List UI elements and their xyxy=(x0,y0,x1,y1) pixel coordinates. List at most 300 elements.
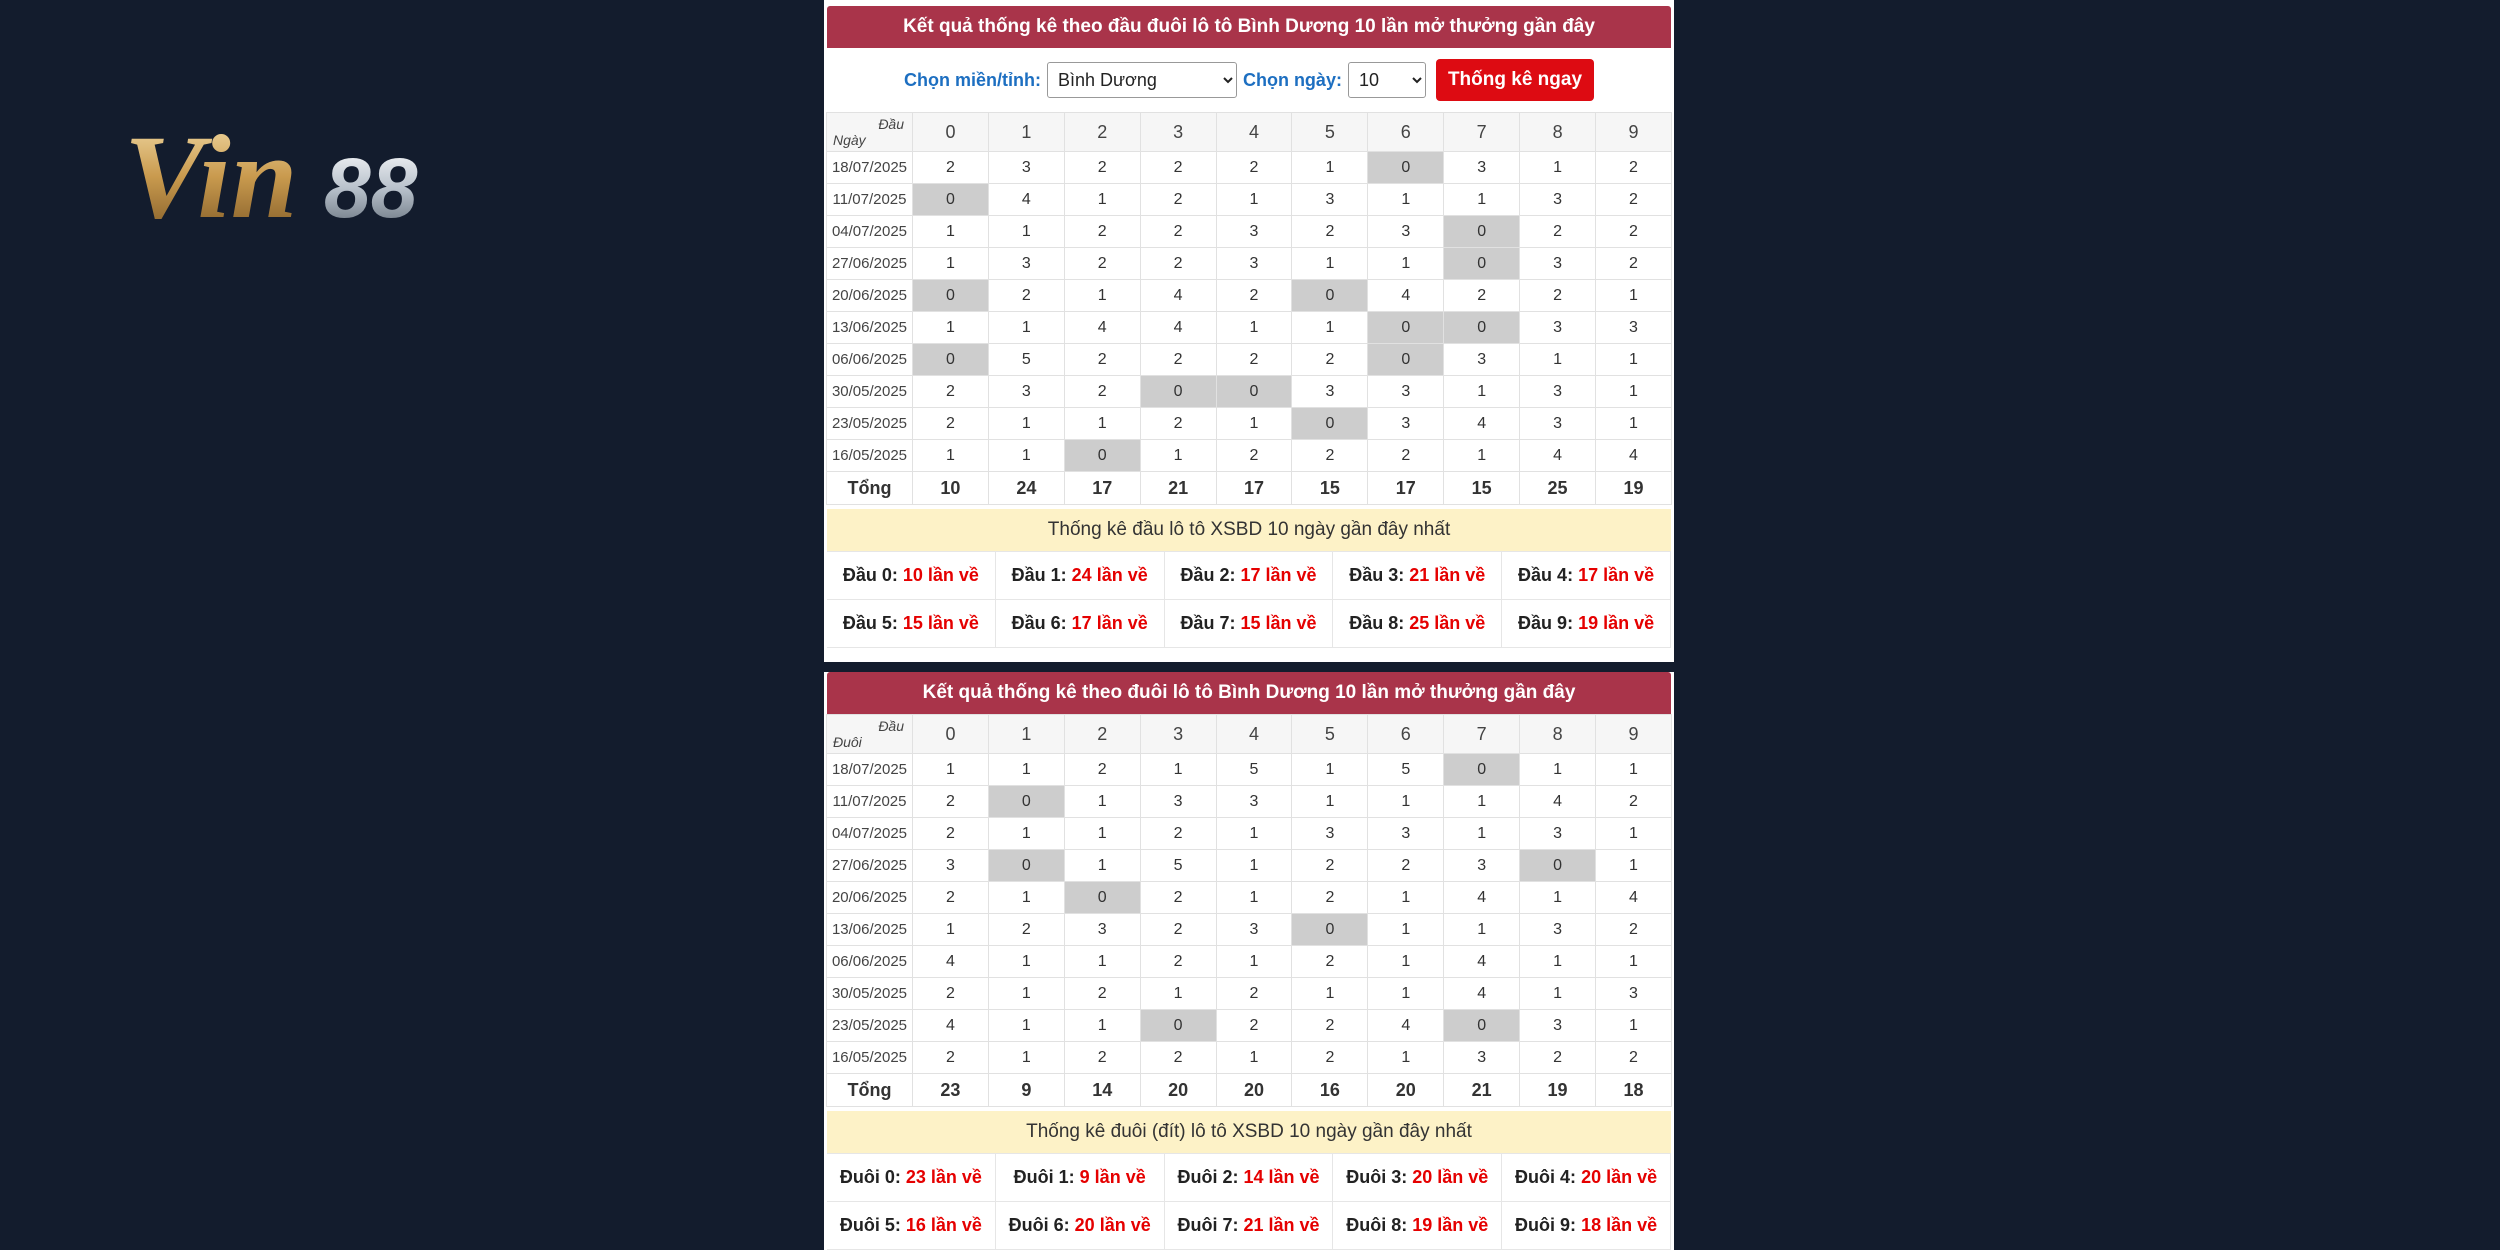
count-cell: 2 xyxy=(1064,152,1140,184)
count-cell: 0 xyxy=(1140,1010,1216,1042)
count-cell: 2 xyxy=(1140,344,1216,376)
count-cell: 2 xyxy=(1292,216,1368,248)
column-header: 6 xyxy=(1368,715,1444,754)
count-cell: 1 xyxy=(1444,376,1520,408)
corner-bottom-label: Đuôi xyxy=(833,734,862,750)
count-cell: 2 xyxy=(988,280,1064,312)
count-cell: 0 xyxy=(913,184,989,216)
summary-item xyxy=(827,1154,996,1202)
count-cell: 2 xyxy=(1596,184,1672,216)
total-cell: 17 xyxy=(1216,472,1292,505)
count-cell: 2 xyxy=(1520,1042,1596,1074)
count-cell: 3 xyxy=(1216,786,1292,818)
count-cell: 1 xyxy=(988,946,1064,978)
table-row xyxy=(827,280,1672,312)
table-row xyxy=(827,312,1672,344)
table-row xyxy=(827,818,1672,850)
count-cell: 3 xyxy=(1216,248,1292,280)
count-cell: 0 xyxy=(1368,344,1444,376)
summary-item xyxy=(1502,1202,1671,1250)
summary-key: Đầu 4: xyxy=(1518,565,1574,585)
count-cell: 2 xyxy=(1140,184,1216,216)
count-cell: 3 xyxy=(1292,184,1368,216)
count-cell: 3 xyxy=(1064,914,1140,946)
total-label: Tổng xyxy=(827,1074,913,1107)
count-cell: 2 xyxy=(1064,1042,1140,1074)
count-cell: 3 xyxy=(1368,376,1444,408)
count-cell: 2 xyxy=(1140,914,1216,946)
table-row xyxy=(827,344,1672,376)
count-cell: 2 xyxy=(1444,280,1520,312)
column-header: 8 xyxy=(1520,113,1596,152)
count-cell: 1 xyxy=(1444,818,1520,850)
column-header: 1 xyxy=(988,715,1064,754)
count-cell: 1 xyxy=(1368,248,1444,280)
count-cell: 4 xyxy=(1596,882,1672,914)
header-row xyxy=(827,715,1672,754)
table-row xyxy=(827,152,1672,184)
corner-bottom-label: Ngày xyxy=(833,132,866,148)
table-row xyxy=(827,978,1672,1010)
column-header: 0 xyxy=(913,715,989,754)
count-cell: 1 xyxy=(1520,754,1596,786)
table-row xyxy=(827,786,1672,818)
row-date: 20/06/2025 xyxy=(827,882,913,914)
count-cell: 1 xyxy=(1596,1010,1672,1042)
count-cell: 1 xyxy=(913,312,989,344)
count-cell: 2 xyxy=(1216,280,1292,312)
count-cell: 3 xyxy=(1140,786,1216,818)
count-cell: 3 xyxy=(1520,248,1596,280)
count-cell: 1 xyxy=(1292,978,1368,1010)
row-date: 13/06/2025 xyxy=(827,312,913,344)
count-cell: 1 xyxy=(1596,280,1672,312)
section1-summary-title: Thống kê đầu lô tô XSBD 10 ngày gần đây nhất xyxy=(827,509,1671,551)
count-cell: 0 xyxy=(988,786,1064,818)
count-cell: 3 xyxy=(1368,408,1444,440)
summary-value: 19 lần về xyxy=(1412,1215,1489,1235)
summary-key: Đuôi 5: xyxy=(839,1215,901,1235)
summary-value: 23 lần về xyxy=(905,1167,982,1187)
count-cell: 4 xyxy=(1444,946,1520,978)
summary-item xyxy=(1165,552,1334,600)
column-header: 5 xyxy=(1292,715,1368,754)
count-cell: 1 xyxy=(1064,280,1140,312)
count-cell: 2 xyxy=(913,978,989,1010)
count-cell: 1 xyxy=(1368,786,1444,818)
count-cell: 1 xyxy=(1444,914,1520,946)
row-date: 13/06/2025 xyxy=(827,914,913,946)
count-cell: 2 xyxy=(1064,344,1140,376)
total-cell: 16 xyxy=(1292,1074,1368,1107)
column-header: 3 xyxy=(1140,715,1216,754)
count-cell: 2 xyxy=(1140,882,1216,914)
count-cell: 1 xyxy=(988,1042,1064,1074)
total-cell: 21 xyxy=(1140,472,1216,505)
summary-key: Đầu 3: xyxy=(1349,565,1405,585)
count-cell: 1 xyxy=(1292,248,1368,280)
table-row xyxy=(827,248,1672,280)
count-cell: 3 xyxy=(1216,216,1292,248)
row-date: 18/07/2025 xyxy=(827,152,913,184)
table-row xyxy=(827,754,1672,786)
count-cell: 1 xyxy=(1292,312,1368,344)
count-cell: 2 xyxy=(913,408,989,440)
summary-key: Đuôi 0: xyxy=(839,1167,901,1187)
count-cell: 2 xyxy=(1216,152,1292,184)
summary-item xyxy=(1502,552,1671,600)
row-date: 27/06/2025 xyxy=(827,248,913,280)
count-cell: 0 xyxy=(1064,882,1140,914)
table-row xyxy=(827,184,1672,216)
count-cell: 2 xyxy=(1140,818,1216,850)
count-cell: 0 xyxy=(1292,408,1368,440)
duoi-statistics-panel xyxy=(824,672,1674,1250)
count-cell: 1 xyxy=(1520,978,1596,1010)
summary-key: Đầu 6: xyxy=(1011,613,1067,633)
row-date: 18/07/2025 xyxy=(827,754,913,786)
count-cell: 1 xyxy=(1520,882,1596,914)
count-cell: 3 xyxy=(1368,216,1444,248)
count-cell: 1 xyxy=(1216,1042,1292,1074)
table-row xyxy=(827,914,1672,946)
total-row xyxy=(827,1074,1672,1107)
count-cell: 1 xyxy=(1292,754,1368,786)
row-date: 06/06/2025 xyxy=(827,344,913,376)
row-date: 04/07/2025 xyxy=(827,216,913,248)
count-cell: 2 xyxy=(1292,1010,1368,1042)
count-cell: 1 xyxy=(1368,1042,1444,1074)
count-cell: 1 xyxy=(1216,946,1292,978)
summary-value: 17 lần về xyxy=(1240,565,1317,585)
count-cell: 1 xyxy=(1596,754,1672,786)
summary-key: Đầu 5: xyxy=(842,613,898,633)
count-cell: 2 xyxy=(1064,248,1140,280)
count-cell: 1 xyxy=(1216,850,1292,882)
count-cell: 1 xyxy=(1140,754,1216,786)
column-header: 8 xyxy=(1520,715,1596,754)
count-cell: 1 xyxy=(1596,946,1672,978)
count-cell: 0 xyxy=(1520,850,1596,882)
count-cell: 1 xyxy=(1292,786,1368,818)
summary-value: 20 lần về xyxy=(1074,1215,1151,1235)
summary-key: Đầu 2: xyxy=(1180,565,1236,585)
count-cell: 2 xyxy=(1216,978,1292,1010)
count-cell: 2 xyxy=(1596,216,1672,248)
corner-header xyxy=(827,113,913,152)
count-cell: 1 xyxy=(1596,850,1672,882)
province-select[interactable] xyxy=(1047,62,1237,98)
count-cell: 1 xyxy=(1064,184,1140,216)
count-cell: 2 xyxy=(1596,786,1672,818)
count-cell: 4 xyxy=(1520,440,1596,472)
count-cell: 3 xyxy=(1520,818,1596,850)
total-cell: 17 xyxy=(1064,472,1140,505)
count-cell: 2 xyxy=(1292,850,1368,882)
column-header: 0 xyxy=(913,113,989,152)
count-cell: 0 xyxy=(1444,754,1520,786)
count-cell: 2 xyxy=(1064,216,1140,248)
summary-value: 15 lần về xyxy=(1240,613,1317,633)
count-cell: 0 xyxy=(988,850,1064,882)
table-row xyxy=(827,882,1672,914)
summary-value: 17 lần về xyxy=(1071,613,1148,633)
table-row xyxy=(827,408,1672,440)
count-cell: 0 xyxy=(1368,312,1444,344)
count-cell: 2 xyxy=(1140,216,1216,248)
count-cell: 4 xyxy=(913,946,989,978)
count-cell: 2 xyxy=(1596,248,1672,280)
count-cell: 1 xyxy=(1216,408,1292,440)
count-cell: 1 xyxy=(1596,408,1672,440)
submit-statistics-button[interactable]: Thống kê ngay xyxy=(1436,59,1594,101)
count-cell: 5 xyxy=(1140,850,1216,882)
count-cell: 2 xyxy=(1292,882,1368,914)
count-cell: 1 xyxy=(988,408,1064,440)
count-cell: 1 xyxy=(1064,946,1140,978)
count-cell: 1 xyxy=(1520,152,1596,184)
count-cell: 2 xyxy=(913,786,989,818)
total-cell: 15 xyxy=(1292,472,1368,505)
total-label: Tổng xyxy=(827,472,913,505)
count-cell: 2 xyxy=(1216,344,1292,376)
row-date: 11/07/2025 xyxy=(827,786,913,818)
table-row xyxy=(827,216,1672,248)
column-header: 5 xyxy=(1292,113,1368,152)
count-cell: 3 xyxy=(1520,1010,1596,1042)
summary-item xyxy=(1165,600,1334,648)
section2-summary-title: Thống kê đuôi (đít) lô tô XSBD 10 ngày gần đây nhất xyxy=(827,1111,1671,1153)
summary-value: 15 lần về xyxy=(902,613,979,633)
total-cell: 19 xyxy=(1520,1074,1596,1107)
count-cell: 3 xyxy=(1520,184,1596,216)
logo-text-88: 88 xyxy=(324,141,418,235)
count-cell: 3 xyxy=(1596,312,1672,344)
section1-title: Kết quả thống kê theo đầu đuôi lô tô Bình Dương 10 lần mở thưởng gần đây xyxy=(827,6,1671,48)
column-header: 2 xyxy=(1064,715,1140,754)
count-cell: 0 xyxy=(1292,914,1368,946)
row-date: 23/05/2025 xyxy=(827,408,913,440)
row-date: 11/07/2025 xyxy=(827,184,913,216)
count-cell: 4 xyxy=(1368,280,1444,312)
dau-statistics-panel xyxy=(824,0,1674,662)
count-cell: 1 xyxy=(1520,946,1596,978)
summary-key: Đầu 9: xyxy=(1518,613,1574,633)
count-cell: 3 xyxy=(1292,376,1368,408)
count-cell: 2 xyxy=(1596,152,1672,184)
total-cell: 21 xyxy=(1444,1074,1520,1107)
count-cell: 1 xyxy=(1064,850,1140,882)
count-cell: 1 xyxy=(1368,882,1444,914)
count-cell: 3 xyxy=(1444,152,1520,184)
count-cell: 2 xyxy=(1596,1042,1672,1074)
count-cell: 1 xyxy=(1292,152,1368,184)
table-row xyxy=(827,850,1672,882)
summary-key: Đuôi 6: xyxy=(1008,1215,1070,1235)
count-cell: 1 xyxy=(1216,818,1292,850)
dau-table xyxy=(826,112,1672,505)
days-select[interactable] xyxy=(1348,62,1426,98)
count-cell: 1 xyxy=(988,882,1064,914)
count-cell: 4 xyxy=(1140,312,1216,344)
column-header: 7 xyxy=(1444,715,1520,754)
count-cell: 4 xyxy=(1444,882,1520,914)
column-header: 1 xyxy=(988,113,1064,152)
summary-value: 24 lần về xyxy=(1071,565,1148,585)
total-row xyxy=(827,472,1672,505)
column-header: 7 xyxy=(1444,113,1520,152)
count-cell: 3 xyxy=(1444,850,1520,882)
column-header: 9 xyxy=(1596,113,1672,152)
count-cell: 1 xyxy=(1064,1010,1140,1042)
count-cell: 5 xyxy=(1368,754,1444,786)
count-cell: 4 xyxy=(1368,1010,1444,1042)
total-cell: 23 xyxy=(913,1074,989,1107)
count-cell: 1 xyxy=(913,216,989,248)
summary-value: 19 lần về xyxy=(1578,613,1655,633)
count-cell: 2 xyxy=(1292,344,1368,376)
count-cell: 3 xyxy=(988,248,1064,280)
count-cell: 1 xyxy=(988,978,1064,1010)
table-row xyxy=(827,1042,1672,1074)
count-cell: 4 xyxy=(1444,978,1520,1010)
count-cell: 2 xyxy=(1368,850,1444,882)
summary-key: Đầu 1: xyxy=(1011,565,1067,585)
row-date: 16/05/2025 xyxy=(827,1042,913,1074)
count-cell: 1 xyxy=(988,312,1064,344)
count-cell: 4 xyxy=(1520,786,1596,818)
count-cell: 4 xyxy=(1444,408,1520,440)
count-cell: 1 xyxy=(1444,184,1520,216)
count-cell: 1 xyxy=(988,754,1064,786)
row-date: 04/07/2025 xyxy=(827,818,913,850)
count-cell: 3 xyxy=(1520,376,1596,408)
corner-top-label: Đầu xyxy=(878,718,904,734)
summary-item xyxy=(996,600,1165,648)
count-cell: 3 xyxy=(988,152,1064,184)
count-cell: 0 xyxy=(1444,312,1520,344)
count-cell: 3 xyxy=(1216,914,1292,946)
province-label: Chọn miền/tỉnh: xyxy=(903,69,1041,90)
column-header: 3 xyxy=(1140,113,1216,152)
count-cell: 1 xyxy=(1596,376,1672,408)
logo-text-vin: Vin xyxy=(124,112,298,242)
column-header: 6 xyxy=(1368,113,1444,152)
count-cell: 1 xyxy=(1596,344,1672,376)
summary-key: Đuôi 2: xyxy=(1177,1167,1239,1187)
total-cell: 15 xyxy=(1444,472,1520,505)
dau-summary-grid xyxy=(827,551,1671,648)
count-cell: 2 xyxy=(1064,978,1140,1010)
count-cell: 1 xyxy=(1216,184,1292,216)
summary-value: 25 lần về xyxy=(1409,613,1486,633)
summary-item xyxy=(996,552,1165,600)
count-cell: 2 xyxy=(1216,1010,1292,1042)
count-cell: 2 xyxy=(913,818,989,850)
count-cell: 2 xyxy=(913,152,989,184)
count-cell: 1 xyxy=(1140,440,1216,472)
count-cell: 2 xyxy=(1140,408,1216,440)
vin88-logo xyxy=(124,112,484,242)
summary-value: 21 lần về xyxy=(1243,1215,1320,1235)
summary-key: Đuôi 8: xyxy=(1346,1215,1408,1235)
count-cell: 1 xyxy=(913,754,989,786)
table-row xyxy=(827,1010,1672,1042)
count-cell: 0 xyxy=(1444,248,1520,280)
column-header: 4 xyxy=(1216,113,1292,152)
vin88-logo-graphic xyxy=(124,112,484,242)
count-cell: 3 xyxy=(1520,312,1596,344)
count-cell: 0 xyxy=(1444,1010,1520,1042)
count-cell: 2 xyxy=(1140,248,1216,280)
count-cell: 3 xyxy=(1292,818,1368,850)
count-cell: 4 xyxy=(988,184,1064,216)
count-cell: 0 xyxy=(1216,376,1292,408)
count-cell: 4 xyxy=(1596,440,1672,472)
column-header: 4 xyxy=(1216,715,1292,754)
total-cell: 10 xyxy=(913,472,989,505)
total-cell: 18 xyxy=(1596,1074,1672,1107)
days-label: Chọn ngày: xyxy=(1242,69,1342,90)
count-cell: 2 xyxy=(1292,946,1368,978)
total-cell: 14 xyxy=(1064,1074,1140,1107)
count-cell: 3 xyxy=(1520,408,1596,440)
row-date: 30/05/2025 xyxy=(827,978,913,1010)
summary-item xyxy=(1333,600,1502,648)
row-date: 20/06/2025 xyxy=(827,280,913,312)
summary-value: 9 lần về xyxy=(1079,1167,1146,1187)
summary-item xyxy=(1333,1154,1502,1202)
count-cell: 1 xyxy=(1444,440,1520,472)
summary-item xyxy=(1333,552,1502,600)
total-cell: 17 xyxy=(1368,472,1444,505)
header-row xyxy=(827,113,1672,152)
count-cell: 1 xyxy=(1368,184,1444,216)
count-cell: 2 xyxy=(1216,440,1292,472)
count-cell: 3 xyxy=(988,376,1064,408)
count-cell: 1 xyxy=(1520,344,1596,376)
summary-item xyxy=(1165,1202,1334,1250)
count-cell: 2 xyxy=(1140,152,1216,184)
count-cell: 1 xyxy=(988,818,1064,850)
count-cell: 0 xyxy=(913,280,989,312)
column-header: 9 xyxy=(1596,715,1672,754)
count-cell: 1 xyxy=(1064,786,1140,818)
total-cell: 19 xyxy=(1596,472,1672,505)
summary-item xyxy=(827,1202,996,1250)
count-cell: 1 xyxy=(1140,978,1216,1010)
count-cell: 2 xyxy=(913,1042,989,1074)
count-cell: 1 xyxy=(1368,978,1444,1010)
summary-value: 20 lần về xyxy=(1412,1167,1489,1187)
count-cell: 4 xyxy=(913,1010,989,1042)
total-cell: 20 xyxy=(1216,1074,1292,1107)
row-date: 16/05/2025 xyxy=(827,440,913,472)
row-date: 30/05/2025 xyxy=(827,376,913,408)
count-cell: 3 xyxy=(913,850,989,882)
count-cell: 2 xyxy=(1140,1042,1216,1074)
summary-value: 18 lần về xyxy=(1581,1215,1658,1235)
count-cell: 1 xyxy=(1368,914,1444,946)
summary-item xyxy=(996,1154,1165,1202)
summary-value: 17 lần về xyxy=(1578,565,1655,585)
table-row xyxy=(827,946,1672,978)
summary-key: Đầu 8: xyxy=(1349,613,1405,633)
count-cell: 3 xyxy=(1444,344,1520,376)
count-cell: 2 xyxy=(1292,440,1368,472)
duoi-summary-grid xyxy=(827,1153,1671,1250)
count-cell: 2 xyxy=(913,376,989,408)
